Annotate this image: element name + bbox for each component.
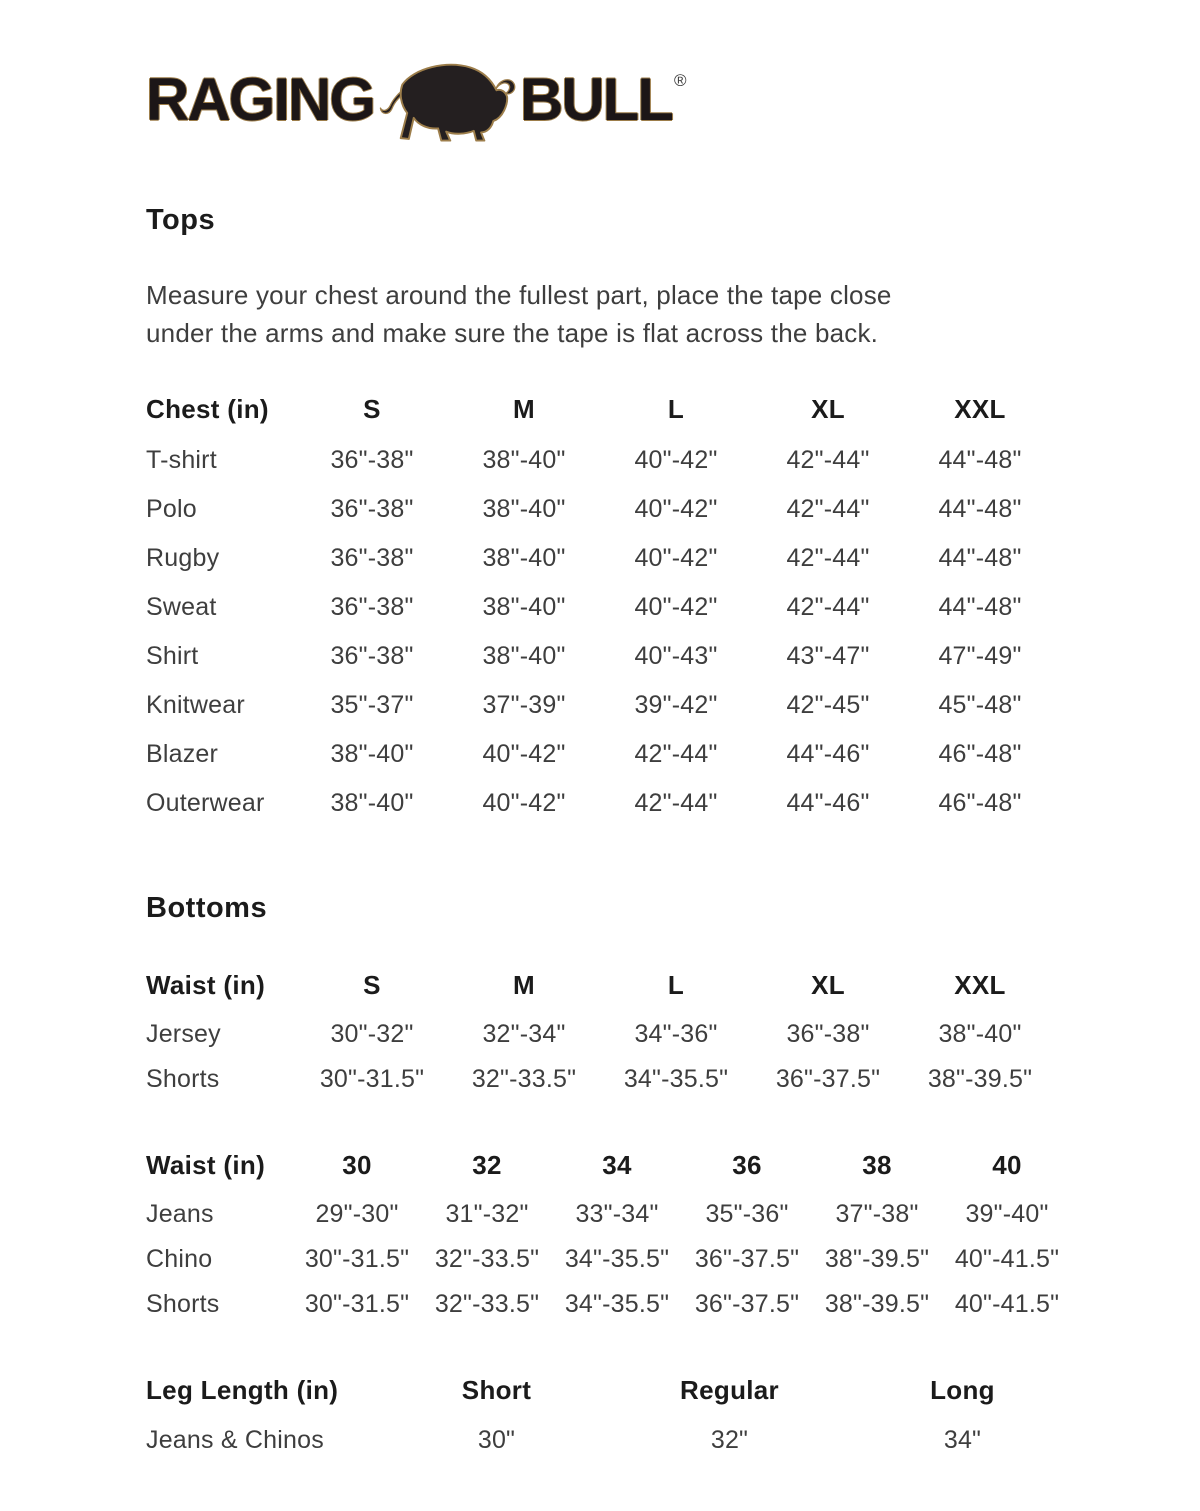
cell: 32"-33.5" <box>471 1065 577 1093</box>
cell: 45"-48" <box>938 691 1022 719</box>
table-row-outerwear <box>146 779 1200 828</box>
column-header-32: 32 <box>472 1150 502 1180</box>
table-row-tshirt <box>146 436 1200 485</box>
cell: 40"-42" <box>482 789 566 817</box>
cell: 32"-34" <box>482 1020 566 1048</box>
column-header-xl: XL <box>811 970 845 1000</box>
cell: 39"-40" <box>965 1200 1049 1228</box>
cell: 40"-42" <box>482 740 566 768</box>
cell: 38"-39.5" <box>824 1245 930 1273</box>
column-header-l: L <box>667 970 685 1000</box>
tops-description-line2: under the arms and make sure the tape is flat across the back. <box>146 318 879 348</box>
column-header-xxl: XXL <box>954 394 1006 424</box>
column-header-short: Short <box>461 1375 532 1405</box>
cell: 30"-31.5" <box>304 1245 410 1273</box>
cell: 42"-44" <box>786 593 870 621</box>
column-header-waist: Waist (in) <box>146 970 266 1000</box>
cell: 40"-41.5" <box>954 1290 1060 1318</box>
table-row-knitwear <box>146 681 1200 730</box>
column-header-s: S <box>363 970 381 1000</box>
column-header-30: 30 <box>342 1150 372 1180</box>
cell: 42"-44" <box>786 495 870 523</box>
cell: 38"-39.5" <box>824 1290 930 1318</box>
cell: 34"-35.5" <box>564 1290 670 1318</box>
cell: 42"-45" <box>786 691 870 719</box>
cell: 36"-38" <box>330 495 414 523</box>
table-row-shirt <box>146 632 1200 681</box>
cell: 36"-38" <box>330 446 414 474</box>
cell: 46"-48" <box>938 789 1022 817</box>
cell: 30" <box>477 1425 516 1454</box>
column-header-34: 34 <box>602 1150 632 1180</box>
cell: 42"-44" <box>634 740 718 768</box>
cell: 40"-41.5" <box>954 1245 1060 1273</box>
cell: 32" <box>710 1425 749 1454</box>
cell: 36"-37.5" <box>694 1245 800 1273</box>
table-row-jeans-chinos <box>146 1417 1200 1463</box>
row-label: Blazer <box>146 740 219 768</box>
cell: 32"-33.5" <box>434 1245 540 1273</box>
cell: 38"-40" <box>482 593 566 621</box>
cell: 40"-42" <box>634 593 718 621</box>
row-label: Jersey <box>146 1020 221 1048</box>
column-header-38: 38 <box>862 1150 892 1180</box>
cell: 44"-48" <box>938 495 1022 523</box>
tops-description-line1: Measure your chest around the fullest part, place the tape close <box>146 280 892 310</box>
cell: 36"-38" <box>330 593 414 621</box>
cell: 40"-42" <box>634 446 718 474</box>
row-label: Shirt <box>146 642 199 670</box>
column-header-xl: XL <box>811 394 845 424</box>
cell: 30"-31.5" <box>304 1290 410 1318</box>
cell: 44"-48" <box>938 544 1022 572</box>
cell: 36"-37.5" <box>694 1290 800 1318</box>
table-row-jeans <box>146 1192 1200 1237</box>
table-row-shorts <box>146 1282 1200 1327</box>
column-header-chest: Chest (in) <box>146 394 269 424</box>
cell: 40"-43" <box>634 642 718 670</box>
cell: 38"-40" <box>482 642 566 670</box>
table-row-chino <box>146 1237 1200 1282</box>
cell: 35"-36" <box>705 1200 789 1228</box>
cell: 37"-39" <box>482 691 566 719</box>
cell: 39"-42" <box>634 691 718 719</box>
waist-number-header-row <box>146 1150 1200 1180</box>
logo-word-bull: BULL <box>520 66 672 133</box>
column-header-m: M <box>513 394 535 424</box>
cell: 38"-40" <box>482 544 566 572</box>
table-row-blazer <box>146 730 1200 779</box>
cell: 38"-40" <box>330 740 414 768</box>
chest-size-table <box>146 394 1200 828</box>
column-header-waist: Waist (in) <box>146 1150 266 1180</box>
cell: 30"-31.5" <box>319 1065 425 1093</box>
cell: 42"-44" <box>634 789 718 817</box>
column-header-m: M <box>513 970 535 1000</box>
cell: 42"-44" <box>786 446 870 474</box>
table-row-jersey <box>146 1012 1200 1057</box>
row-label: Rugby <box>146 544 220 572</box>
waist-number-table <box>146 1150 1200 1327</box>
waist-size-header-row <box>146 970 1200 1000</box>
cell: 36"-38" <box>330 642 414 670</box>
cell: 32"-33.5" <box>434 1290 540 1318</box>
cell: 44"-48" <box>938 446 1022 474</box>
row-label: Outerwear <box>146 789 265 817</box>
cell: 34"-35.5" <box>564 1245 670 1273</box>
row-label: T-shirt <box>146 446 217 474</box>
cell: 44"-46" <box>786 740 870 768</box>
bull-icon <box>378 56 516 144</box>
cell: 35"-37" <box>330 691 414 719</box>
tops-description <box>146 276 1200 352</box>
column-header-36: 36 <box>732 1150 762 1180</box>
cell: 40"-42" <box>634 544 718 572</box>
cell: 36"-38" <box>330 544 414 572</box>
row-label: Jeans <box>146 1200 214 1228</box>
waist-size-table <box>146 970 1200 1102</box>
table-row-polo <box>146 485 1200 534</box>
row-label: Jeans & Chinos <box>146 1425 324 1454</box>
row-label: Chino <box>146 1245 213 1273</box>
column-header-leg-length: Leg Length (in) <box>146 1375 339 1405</box>
cell: 37"-38" <box>835 1200 919 1228</box>
row-label: Shorts <box>146 1065 220 1093</box>
column-header-long: Long <box>930 1375 995 1405</box>
row-label: Knitwear <box>146 691 245 719</box>
column-header-s: S <box>363 394 381 424</box>
row-label: Shorts <box>146 1290 220 1318</box>
cell: 30"-32" <box>330 1020 414 1048</box>
brand-logo <box>146 56 1200 144</box>
cell: 38"-40" <box>482 446 566 474</box>
leg-length-header-row <box>146 1375 1200 1405</box>
cell: 31"-32" <box>445 1200 529 1228</box>
cell: 36"-37.5" <box>775 1065 881 1093</box>
cell: 46"-48" <box>938 740 1022 768</box>
tops-heading: Tops <box>146 204 216 236</box>
table-row-shorts <box>146 1057 1200 1102</box>
table-row-rugby <box>146 534 1200 583</box>
cell: 36"-38" <box>786 1020 870 1048</box>
cell: 40"-42" <box>634 495 718 523</box>
cell: 44"-46" <box>786 789 870 817</box>
cell: 38"-40" <box>482 495 566 523</box>
cell: 42"-44" <box>786 544 870 572</box>
column-header-40: 40 <box>992 1150 1022 1180</box>
bottoms-heading: Bottoms <box>146 892 268 924</box>
cell: 33"-34" <box>575 1200 659 1228</box>
chest-table-header-row <box>146 394 1200 424</box>
cell: 29"-30" <box>315 1200 399 1228</box>
cell: 38"-40" <box>938 1020 1022 1048</box>
cell: 38"-39.5" <box>927 1065 1033 1093</box>
cell: 44"-48" <box>938 593 1022 621</box>
logo-word-raging: RAGING <box>146 66 374 133</box>
cell: 34"-35.5" <box>623 1065 729 1093</box>
row-label: Polo <box>146 495 197 523</box>
cell: 34"-36" <box>634 1020 718 1048</box>
cell: 47"-49" <box>938 642 1022 670</box>
cell: 43"-47" <box>786 642 870 670</box>
column-header-xxl: XXL <box>954 970 1006 1000</box>
cell: 38"-40" <box>330 789 414 817</box>
registered-trademark: ® <box>673 71 687 90</box>
cell: 34" <box>943 1425 982 1454</box>
leg-length-table <box>146 1375 1200 1463</box>
column-header-regular: Regular <box>680 1375 779 1405</box>
column-header-l: L <box>667 394 685 424</box>
table-row-sweat <box>146 583 1200 632</box>
row-label: Sweat <box>146 593 217 621</box>
